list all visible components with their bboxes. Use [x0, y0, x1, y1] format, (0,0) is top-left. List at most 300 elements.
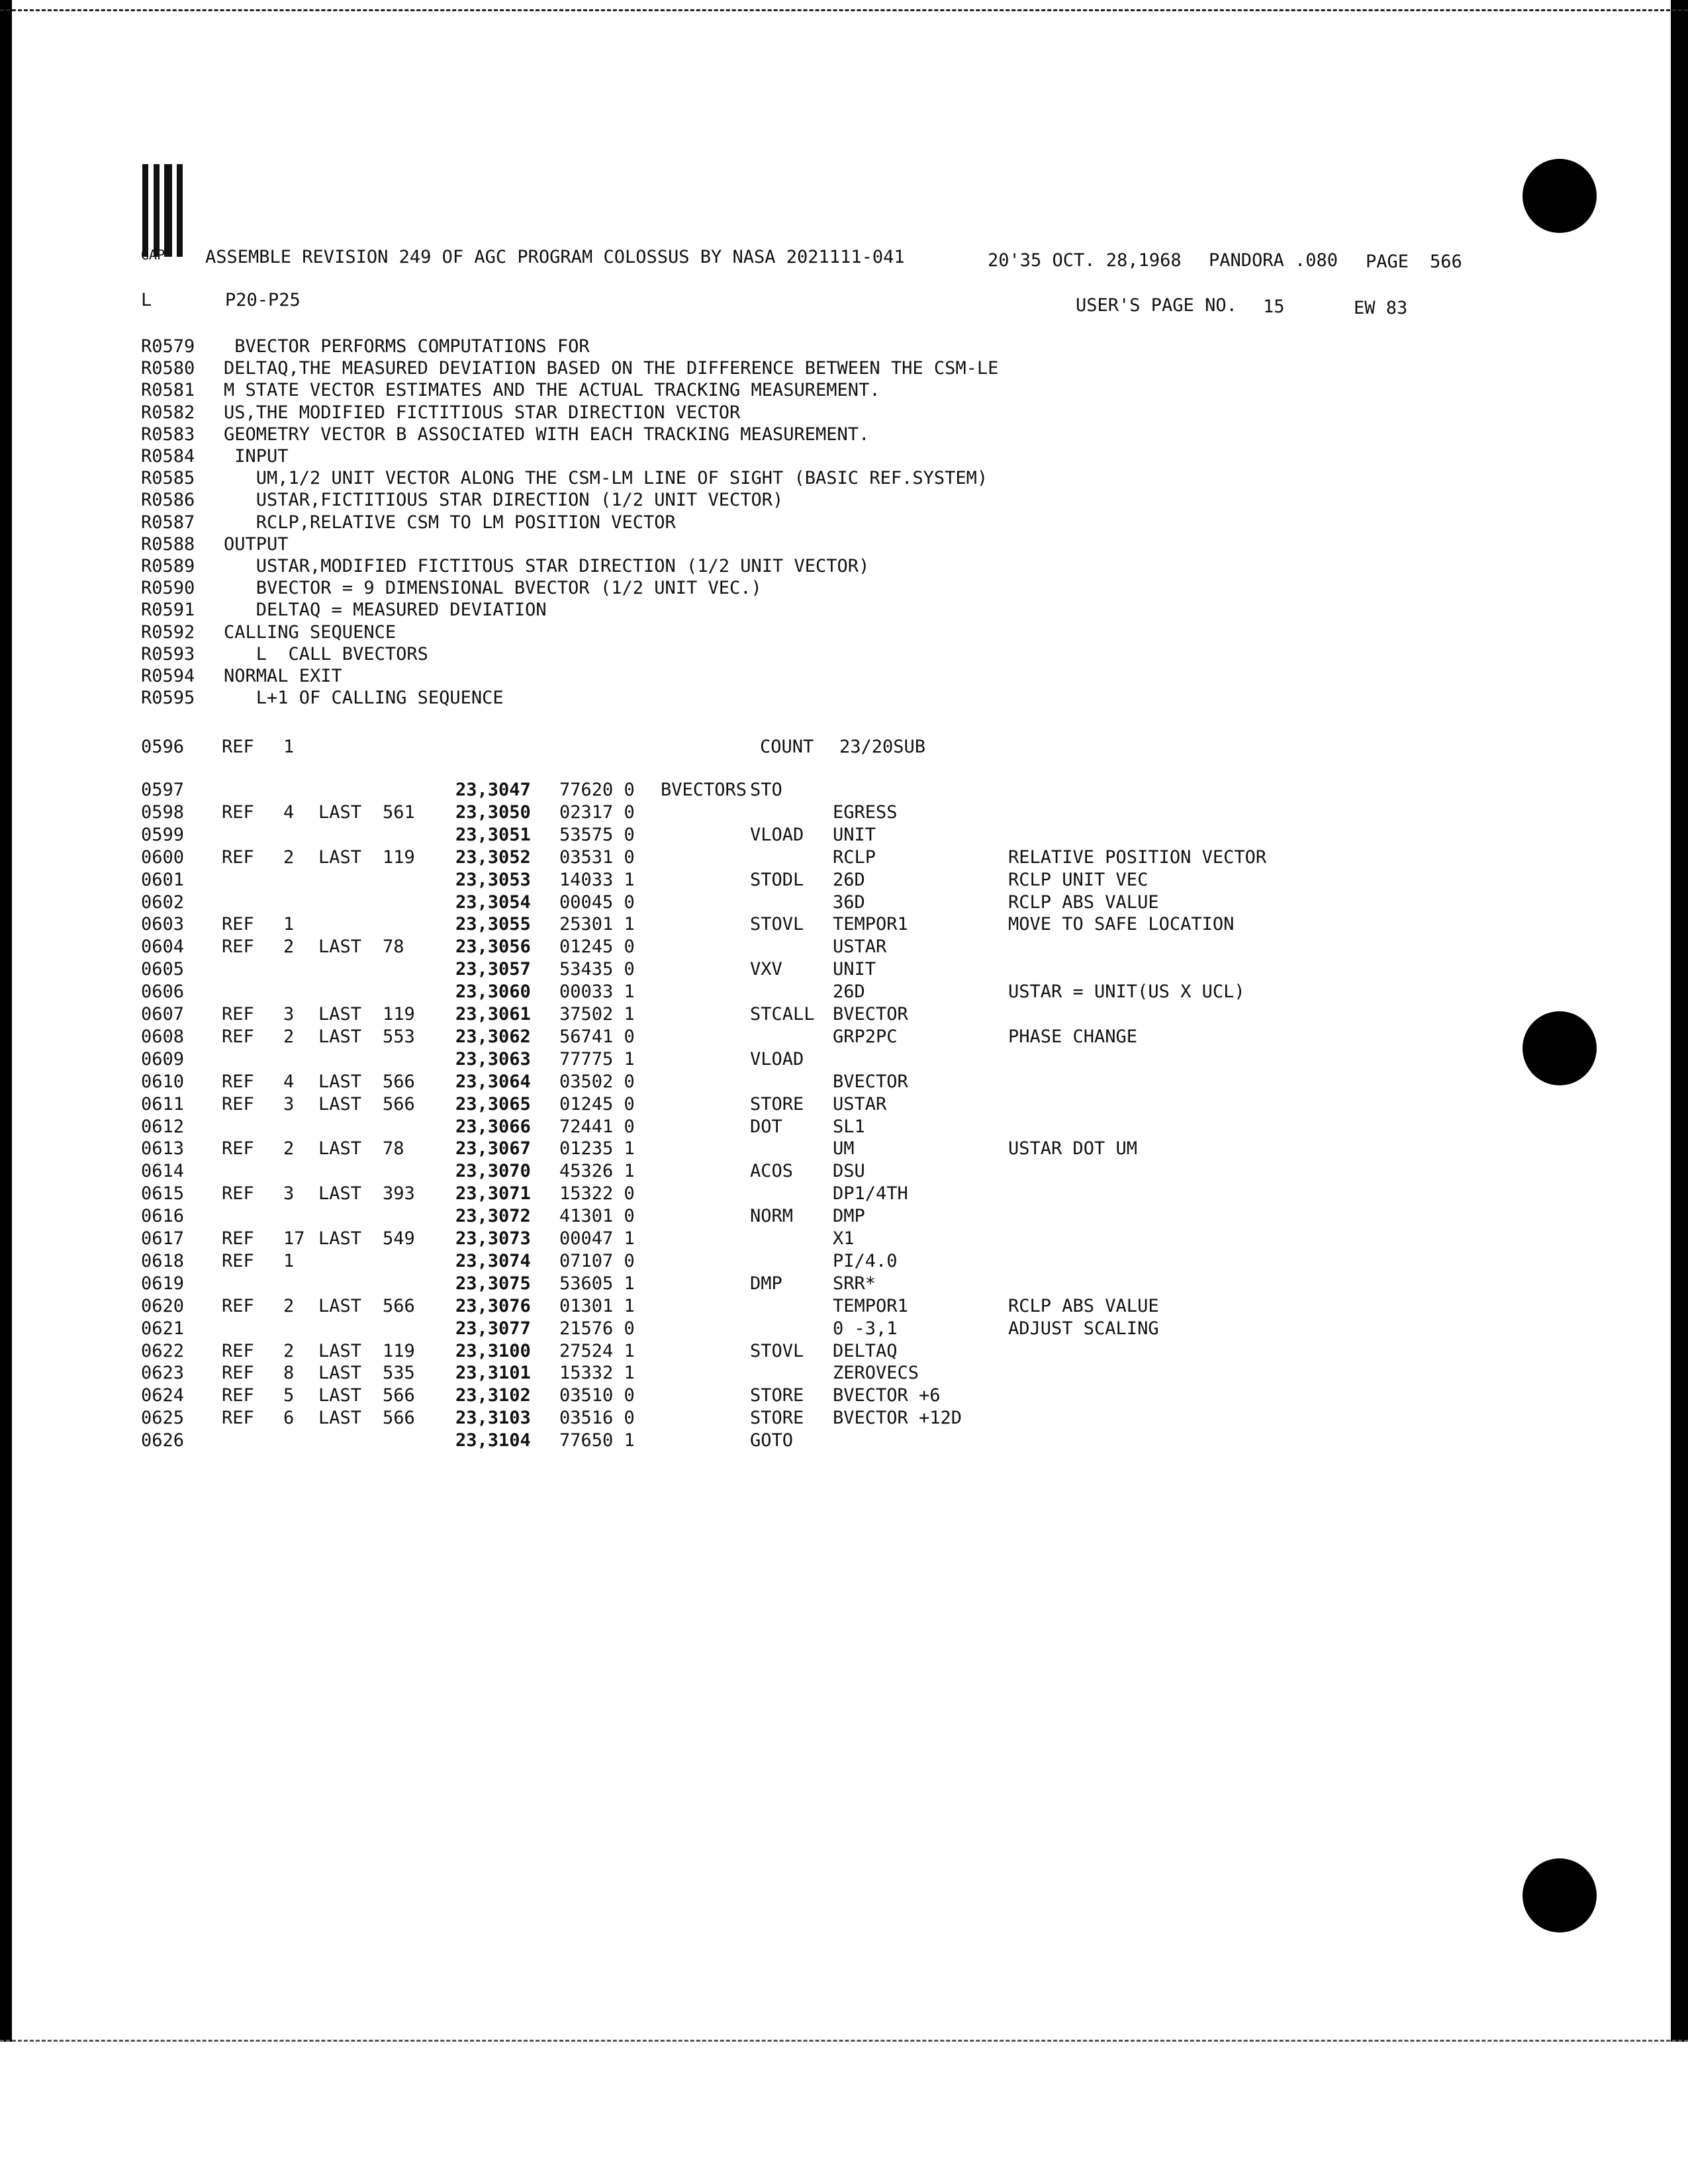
code-row [141, 847, 1465, 868]
remark-text: OUTPUT [224, 533, 289, 555]
code-row [141, 1318, 1465, 1340]
code-row [141, 1251, 1465, 1272]
code-row [141, 1341, 1465, 1362]
remark-text: US,THE MODIFIED FICTITIOUS STAR DIRECTION VECTOR [224, 402, 741, 423]
octal-word: 15332 1 [559, 1363, 635, 1384]
opcode: VXV [750, 959, 782, 980]
octal-word: 37502 1 [559, 1004, 635, 1024]
line-number: 0597 [141, 780, 185, 800]
opcode: DOT [750, 1116, 782, 1137]
address: 23,3074 [455, 1250, 531, 1271]
line-number: 0626 [141, 1430, 185, 1451]
ref-label: REF [222, 1363, 254, 1384]
code-row [141, 780, 1465, 801]
remark-line [141, 556, 1465, 577]
ref-label: REF [222, 936, 254, 958]
section-name: P20-P25 [225, 290, 301, 310]
opcode: VLOAD [750, 1048, 804, 1069]
opcode: GOTO [750, 1430, 794, 1451]
line-number: 0610 [141, 1071, 185, 1092]
remark-line [141, 380, 1465, 401]
opcode: ACOS [750, 1161, 794, 1182]
operand: TEMPOR1 [833, 1295, 908, 1316]
line-number: 0599 [141, 824, 185, 845]
comment: MOVE TO SAFE LOCATION [1008, 914, 1235, 935]
line-number: 0600 [141, 846, 185, 868]
last-label: LAST [318, 801, 362, 823]
remark-text: DELTAQ = MEASURED DEVIATION [224, 600, 547, 621]
line-number: 0604 [141, 936, 185, 958]
code-row [141, 1183, 1465, 1205]
count-label: COUNT [760, 737, 814, 757]
operand: UNIT [833, 824, 876, 845]
line-number: 0612 [141, 1116, 185, 1137]
ref-label: REF [222, 1071, 254, 1092]
operand: DP1/4TH [833, 1183, 908, 1205]
count-line [141, 737, 1465, 758]
remark-text: BVECTOR PERFORMS COMPUTATIONS FOR [224, 336, 590, 357]
ref-count: 8 [283, 1363, 295, 1384]
ref-label: REF [222, 914, 254, 935]
remark-text: GEOMETRY VECTOR B ASSOCIATED WITH EACH TRACKING MEASUREMENT. [224, 424, 870, 445]
address: 23,3047 [455, 780, 531, 800]
address: 23,3061 [455, 1004, 531, 1024]
code-row [141, 1161, 1465, 1182]
ref-label: REF [222, 737, 254, 757]
remark-line [141, 512, 1465, 533]
remark-line [141, 578, 1465, 599]
comment: USTAR = UNIT(US X UCL) [1008, 981, 1245, 1003]
address: 23,3065 [455, 1093, 531, 1115]
line-number: 0619 [141, 1273, 185, 1294]
line-number: 0625 [141, 1408, 185, 1429]
code-row [141, 1094, 1465, 1115]
address: 23,3060 [455, 981, 531, 1003]
last-page: 119 [383, 1340, 415, 1361]
ref-label: REF [222, 1408, 254, 1429]
remark-line [141, 666, 1465, 687]
code-row [141, 1430, 1465, 1451]
last-label: LAST [318, 1183, 362, 1205]
line-number: 0623 [141, 1363, 185, 1384]
remark-text: USTAR,MODIFIED FICTITOUS STAR DIRECTION (1/2 UNIT VECTOR) [224, 556, 870, 576]
last-page: 119 [383, 1004, 415, 1024]
code-row [141, 825, 1465, 846]
octal-word: 72441 0 [559, 1116, 635, 1137]
time-date: 20'35 OCT. 28,1968 [988, 250, 1182, 271]
octal-word: 03531 0 [559, 846, 635, 868]
octal-word: 77775 1 [559, 1048, 635, 1069]
remark-text: L+1 OF CALLING SEQUENCE [224, 688, 504, 709]
operand: X1 [833, 1228, 855, 1249]
last-label: LAST [318, 1138, 362, 1160]
remark-text: M STATE VECTOR ESTIMATES AND THE ACTUAL TRACKING MEASUREMENT. [224, 380, 880, 401]
opcode: STOVL [750, 914, 804, 935]
last-page: 566 [383, 1295, 415, 1316]
operand: GRP2PC [833, 1026, 898, 1047]
operand: BVECTOR [833, 1004, 908, 1024]
octal-word: 14033 1 [559, 869, 635, 890]
octal-word: 53605 1 [559, 1273, 635, 1294]
last-page: 78 [383, 936, 404, 958]
line-number: 0617 [141, 1228, 185, 1249]
line-number: 0616 [141, 1206, 185, 1227]
ref-label: REF [222, 1004, 254, 1024]
comment: RELATIVE POSITION VECTOR [1008, 846, 1267, 868]
address: 23,3064 [455, 1071, 531, 1092]
remark-text: BVECTOR = 9 DIMENSIONAL BVECTOR (1/2 UNIT VEC.) [224, 578, 762, 599]
octal-word: 21576 0 [559, 1318, 635, 1339]
octal-word: 53435 0 [559, 959, 635, 980]
remark-text: RCLP,RELATIVE CSM TO LM POSITION VECTOR [224, 512, 676, 533]
address: 23,3100 [455, 1340, 531, 1361]
line-number: 0621 [141, 1318, 185, 1339]
octal-word: 03516 0 [559, 1408, 635, 1429]
last-label: LAST [318, 1026, 362, 1047]
remark-line [141, 402, 1465, 424]
last-page: 393 [383, 1183, 415, 1205]
ref-count: 1 [283, 1250, 295, 1271]
remark-id: R0584 [141, 446, 195, 467]
punch-hole-middle [1523, 1011, 1597, 1085]
octal-word: 00045 0 [559, 891, 635, 913]
operand: 26D [833, 869, 865, 890]
remark-text: INPUT [224, 446, 289, 467]
code-row [141, 870, 1465, 891]
line-number: 0602 [141, 891, 185, 913]
operand: USTAR [833, 936, 887, 958]
last-page: 553 [383, 1026, 415, 1047]
line-number: 0606 [141, 981, 185, 1003]
ref-label: REF [222, 1138, 254, 1160]
ref-label: REF [222, 1228, 254, 1249]
operand: ZEROVECS [833, 1363, 919, 1384]
line-number: 0620 [141, 1295, 185, 1316]
remark-line [141, 336, 1465, 357]
last-page: 119 [383, 846, 415, 868]
users-page-number: 15 [1263, 296, 1285, 317]
last-page: 566 [383, 1385, 415, 1406]
page-label: PAGE [1366, 251, 1409, 272]
line-number: 0615 [141, 1183, 185, 1205]
line-number: 0608 [141, 1026, 185, 1047]
opcode: STCALL [750, 1004, 815, 1024]
comment: ADJUST SCALING [1008, 1318, 1159, 1339]
ref-count: 2 [283, 1026, 295, 1047]
scan-top-border [0, 9, 1688, 11]
opcode: VLOAD [750, 824, 804, 845]
address: 23,3052 [455, 846, 531, 868]
remark-line [141, 622, 1465, 643]
comment: USTAR DOT UM [1008, 1138, 1138, 1160]
address: 23,3063 [455, 1048, 531, 1069]
octal-word: 01301 1 [559, 1295, 635, 1316]
ref-label: REF [222, 801, 254, 823]
address: 23,3073 [455, 1228, 531, 1249]
address: 23,3050 [455, 801, 531, 823]
octal-word: 41301 0 [559, 1206, 635, 1227]
ref-count: 5 [283, 1385, 295, 1406]
ew-code: EW 83 [1354, 298, 1408, 318]
operand: 26D [833, 981, 865, 1003]
code-row [141, 1071, 1465, 1093]
last-page: 566 [383, 1093, 415, 1115]
line-number: 0596 [141, 737, 185, 757]
ref-label: REF [222, 1295, 254, 1316]
scan-bottom-border [0, 2040, 1688, 2042]
remark-line [141, 468, 1465, 489]
remark-text: L CALL BVECTORS [224, 643, 428, 664]
operand: UM [833, 1138, 855, 1160]
ref-label: REF [222, 1340, 254, 1361]
octal-word: 45326 1 [559, 1161, 635, 1182]
remark-text: NORMAL EXIT [224, 666, 342, 686]
ref-count: 1 [283, 914, 295, 935]
operand: BVECTOR +12D [833, 1408, 962, 1429]
code-row [141, 914, 1465, 935]
last-page: 78 [383, 1138, 404, 1160]
remark-id: R0586 [141, 490, 195, 511]
system-name: PANDORA .080 [1209, 250, 1338, 271]
octal-word: 77650 1 [559, 1430, 635, 1451]
last-label: LAST [318, 1228, 362, 1249]
remark-line [141, 446, 1465, 467]
comment: RCLP ABS VALUE [1008, 891, 1159, 913]
ref-label: REF [222, 1385, 254, 1406]
octal-word: 15322 0 [559, 1183, 635, 1205]
operand: 36D [833, 891, 865, 913]
address: 23,3102 [455, 1385, 531, 1406]
remark-id: R0582 [141, 402, 195, 423]
page-number: 566 [1430, 251, 1462, 272]
comment: PHASE CHANGE [1008, 1026, 1138, 1047]
remark-id: R0587 [141, 512, 195, 533]
line-number: 0603 [141, 914, 185, 935]
ref-count: 2 [283, 936, 295, 958]
ref-count: 3 [283, 1004, 295, 1024]
last-label: LAST [318, 1385, 362, 1406]
operand: RCLP [833, 846, 876, 868]
gap-logo-bars [142, 164, 182, 257]
remark-id: R0583 [141, 424, 195, 445]
address: 23,3101 [455, 1363, 531, 1384]
operand: BVECTOR +6 [833, 1385, 941, 1406]
remark-id: R0581 [141, 380, 195, 401]
ref-count: 1 [283, 737, 295, 757]
remark-id: R0590 [141, 578, 195, 599]
line-number: 0607 [141, 1004, 185, 1024]
code-row [141, 1116, 1465, 1138]
ref-count: 2 [283, 1295, 295, 1316]
address: 23,3056 [455, 936, 531, 958]
line-number: 0622 [141, 1340, 185, 1361]
code-row [141, 981, 1465, 1003]
opcode: STORE [750, 1408, 804, 1429]
ref-count: 2 [283, 846, 295, 868]
code-row [141, 1273, 1465, 1295]
symbol-label: BVECTORS [661, 780, 747, 800]
line-number: 0598 [141, 801, 185, 823]
octal-word: 07107 0 [559, 1250, 635, 1271]
address: 23,3077 [455, 1318, 531, 1339]
code-row [141, 1206, 1465, 1227]
line-number: 0601 [141, 869, 185, 890]
remark-text: DELTAQ,THE MEASURED DEVIATION BASED ON THE DIFFERENCE BETWEEN THE CSM-LE [224, 358, 999, 379]
punch-hole-top [1523, 159, 1597, 233]
address: 23,3054 [455, 891, 531, 913]
last-label: LAST [318, 936, 362, 958]
address: 23,3104 [455, 1430, 531, 1451]
users-page-label: USER'S PAGE NO. [1076, 295, 1237, 316]
code-row [141, 1363, 1465, 1384]
ref-count: 17 [283, 1228, 305, 1249]
opcode: STORE [750, 1093, 804, 1115]
octal-word: 77620 0 [559, 780, 635, 800]
octal-word: 03502 0 [559, 1071, 635, 1092]
last-label: LAST [318, 1295, 362, 1316]
remark-line [141, 688, 1465, 709]
remark-line [141, 600, 1465, 621]
code-row [141, 1385, 1465, 1406]
code-row [141, 1026, 1465, 1048]
scan-edge-right [1671, 0, 1688, 2042]
line-number: 0614 [141, 1161, 185, 1182]
line-number: 0618 [141, 1250, 185, 1271]
gap-logo-text: GAP [141, 247, 165, 263]
remark-id: R0585 [141, 468, 195, 489]
operand: EGRESS [833, 801, 898, 823]
remark-text: UM,1/2 UNIT VECTOR ALONG THE CSM-LM LINE OF SIGHT (BASIC REF.SYSTEM) [224, 468, 988, 489]
remark-id: R0589 [141, 556, 195, 576]
line-number: 0605 [141, 959, 185, 980]
code-row [141, 1138, 1465, 1160]
last-label: LAST [318, 1071, 362, 1092]
operand: BVECTOR [833, 1071, 908, 1092]
address: 23,3103 [455, 1408, 531, 1429]
code-row [141, 1228, 1465, 1250]
address: 23,3067 [455, 1138, 531, 1160]
code-row [141, 1296, 1465, 1317]
remark-id: R0595 [141, 688, 195, 709]
operand: TEMPOR1 [833, 914, 908, 935]
operand: DMP [833, 1206, 865, 1227]
octal-word: 00033 1 [559, 981, 635, 1003]
code-row [141, 959, 1465, 980]
remark-id: R0592 [141, 621, 195, 643]
octal-word: 03510 0 [559, 1385, 635, 1406]
address: 23,3066 [455, 1116, 531, 1137]
remark-text: USTAR,FICTITIOUS STAR DIRECTION (1/2 UNIT VECTOR) [224, 490, 784, 511]
remark-id: R0588 [141, 533, 195, 555]
code-row [141, 802, 1465, 823]
address: 23,3053 [455, 869, 531, 890]
remark-line [141, 490, 1465, 511]
assemble-line: ASSEMBLE REVISION 249 OF AGC PROGRAM COLOSSUS BY NASA 2021111-041 [205, 247, 905, 267]
ref-count: 4 [283, 801, 295, 823]
octal-word: 01245 0 [559, 1093, 635, 1115]
last-page: 535 [383, 1363, 415, 1384]
remark-line [141, 534, 1465, 555]
last-label: LAST [318, 1408, 362, 1429]
comment: RCLP UNIT VEC [1008, 869, 1149, 890]
ref-count: 3 [283, 1183, 295, 1205]
operand: SL1 [833, 1116, 865, 1137]
count-value: 23/20SUB [839, 737, 926, 757]
last-page: 561 [383, 801, 415, 823]
octal-word: 27524 1 [559, 1340, 635, 1361]
last-label: LAST [318, 1363, 362, 1384]
opcode: STO [750, 780, 782, 800]
remark-id: R0594 [141, 666, 195, 686]
ref-label: REF [222, 1183, 254, 1205]
octal-word: 25301 1 [559, 914, 635, 935]
line-number: 0611 [141, 1093, 185, 1115]
opcode: STODL [750, 869, 804, 890]
operand: DSU [833, 1161, 865, 1182]
line-number: 0609 [141, 1048, 185, 1069]
address: 23,3075 [455, 1273, 531, 1294]
code-row [141, 1408, 1465, 1429]
operand: PI/4.0 [833, 1250, 898, 1271]
scan-edge-left [0, 0, 12, 2042]
last-label: LAST [318, 1340, 362, 1361]
column-l: L [141, 290, 152, 310]
last-label: LAST [318, 846, 362, 868]
ref-count: 2 [283, 1138, 295, 1160]
code-row [141, 1004, 1465, 1025]
opcode: STOVL [750, 1340, 804, 1361]
code-row [141, 936, 1465, 958]
opcode: DMP [750, 1273, 782, 1294]
address: 23,3051 [455, 824, 531, 845]
address: 23,3076 [455, 1295, 531, 1316]
punch-hole-bottom [1523, 1858, 1597, 1933]
octal-word: 00047 1 [559, 1228, 635, 1249]
ref-count: 4 [283, 1071, 295, 1092]
ref-label: REF [222, 1026, 254, 1047]
comment: RCLP ABS VALUE [1008, 1295, 1159, 1316]
code-row [141, 1049, 1465, 1070]
octal-word: 01235 1 [559, 1138, 635, 1160]
line-number: 0613 [141, 1138, 185, 1160]
ref-label: REF [222, 1093, 254, 1115]
operand: SRR* [833, 1273, 876, 1294]
ref-count: 2 [283, 1340, 295, 1361]
remark-line [141, 644, 1465, 665]
remark-line [141, 424, 1465, 445]
remark-id: R0591 [141, 600, 195, 621]
opcode: STORE [750, 1385, 804, 1406]
address: 23,3055 [455, 914, 531, 935]
opcode: NORM [750, 1206, 794, 1227]
address: 23,3062 [455, 1026, 531, 1047]
ref-count: 6 [283, 1408, 295, 1429]
ref-label: REF [222, 846, 254, 868]
address: 23,3072 [455, 1206, 531, 1227]
last-label: LAST [318, 1093, 362, 1115]
octal-word: 53575 0 [559, 824, 635, 845]
ref-count: 3 [283, 1093, 295, 1115]
remark-line [141, 358, 1465, 379]
code-row [141, 892, 1465, 913]
operand: DELTAQ [833, 1340, 898, 1361]
ref-label: REF [222, 1250, 254, 1271]
remark-id: R0580 [141, 358, 195, 379]
line-number: 0624 [141, 1385, 185, 1406]
operand: 0 -3,1 [833, 1318, 898, 1339]
address: 23,3070 [455, 1161, 531, 1182]
address: 23,3071 [455, 1183, 531, 1205]
